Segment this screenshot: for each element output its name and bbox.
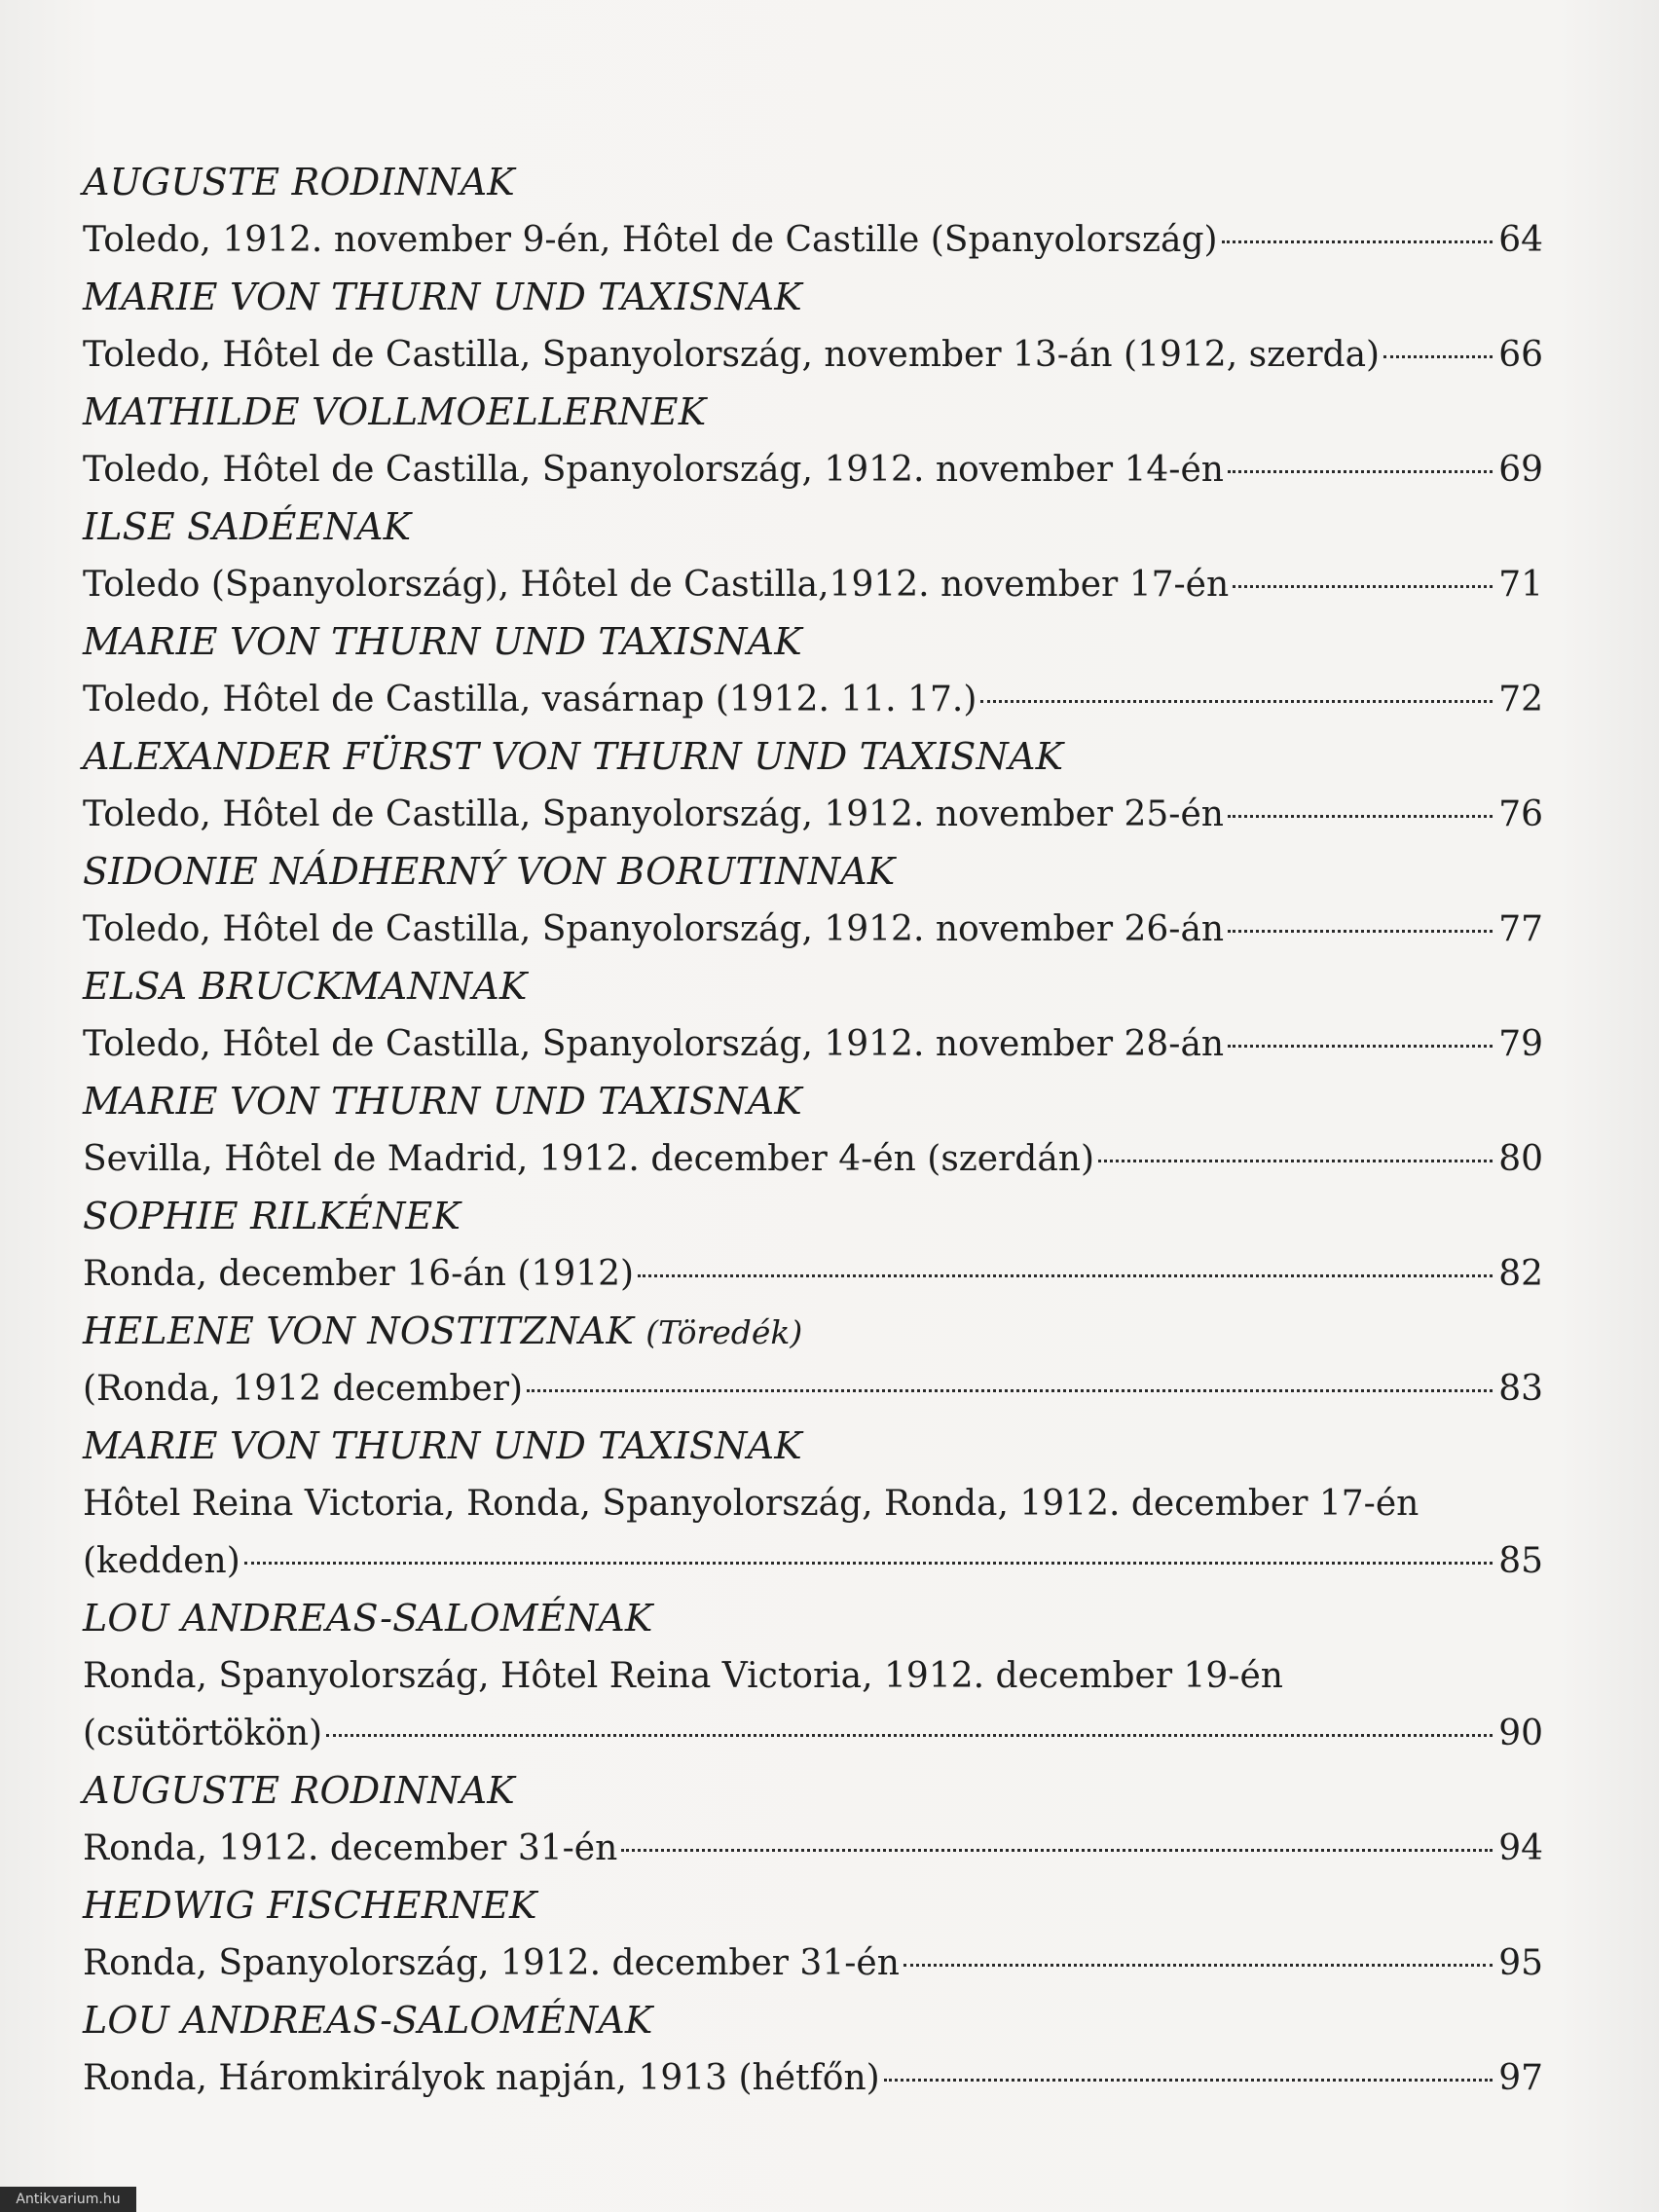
fragment-note: (Töredék) <box>645 1313 803 1351</box>
place-date-continued: (csütörtökön) <box>83 1714 323 1753</box>
toc-entry <box>83 1418 1543 1590</box>
recipient-name-text: HELENE VON NOSTITZNAK <box>83 1309 634 1352</box>
entry-line <box>83 211 1543 269</box>
recipient-name: HEDWIG FISCHERNEK <box>83 1884 537 1927</box>
dot-leader <box>980 700 1493 703</box>
place-date: Ronda, Spanyolország, Hôtel Reina Victoria, 1912. december 19-én <box>83 1656 1283 1696</box>
dot-leader <box>621 1849 1493 1852</box>
toc-entry <box>83 269 1543 384</box>
recipient-name: SOPHIE RILKÉNEK <box>83 1195 461 1237</box>
entry-line <box>83 901 1543 958</box>
recipient-name: MARIE VON THURN UND TAXISNAK <box>83 1424 802 1467</box>
page-number: 79 <box>1498 1024 1543 1064</box>
recipient-name: SIDONIE NÁDHERNÝ VON BORUTINNAK <box>83 850 896 893</box>
toc-entry <box>83 728 1543 843</box>
recipient-name: MARIE VON THURN UND TAXISNAK <box>83 620 802 663</box>
page-number: 72 <box>1498 680 1543 719</box>
dot-leader <box>1222 240 1493 243</box>
page-number: 83 <box>1498 1369 1543 1409</box>
dot-leader <box>1228 815 1493 818</box>
place-date: Toledo, Hôtel de Castilla, Spanyolország, 1912. november 28-án <box>83 1024 1225 1064</box>
page-number: 97 <box>1498 2058 1543 2098</box>
entry-line <box>83 1245 1543 1303</box>
toc-entry <box>83 1992 1543 2107</box>
place-date: Sevilla, Hôtel de Madrid, 1912. december 4-én (szerdán) <box>83 1139 1095 1179</box>
page-number: 69 <box>1498 450 1543 490</box>
recipient-name: AUGUSTE RODINNAK <box>83 1769 515 1812</box>
place-date: Toledo, Hôtel de Castilla, Spanyolország, 1912. november 26-án <box>83 909 1225 949</box>
page-number: 85 <box>1498 1541 1543 1581</box>
dot-leader <box>527 1389 1493 1392</box>
page-number: 80 <box>1498 1139 1543 1179</box>
entry-line-continued <box>83 1705 1543 1762</box>
entry-line <box>83 786 1543 843</box>
entry-line <box>83 1935 1543 1992</box>
place-date: (Ronda, 1912 december) <box>83 1369 524 1409</box>
place-date: Ronda, Háromkirályok napján, 1913 (hétfőn) <box>83 2058 880 2098</box>
dot-leader <box>1098 1160 1493 1162</box>
dot-leader <box>1383 355 1493 358</box>
toc-entry <box>83 613 1543 728</box>
entry-line <box>83 1015 1543 1073</box>
entry-line <box>83 671 1543 728</box>
dot-leader <box>903 1964 1493 1967</box>
dot-leader <box>1233 585 1493 588</box>
page-number: 64 <box>1498 220 1543 260</box>
toc-entry <box>83 1073 1543 1188</box>
dot-leader <box>1228 930 1493 933</box>
entry-line <box>83 2049 1543 2107</box>
place-date-continued: (kedden) <box>83 1541 240 1581</box>
page-number: 82 <box>1498 1254 1543 1294</box>
table-of-contents <box>83 154 1543 2107</box>
dot-leader <box>326 1734 1493 1737</box>
recipient-name: MARIE VON THURN UND TAXISNAK <box>83 1080 802 1123</box>
entry-line <box>83 1130 1543 1188</box>
dot-leader <box>638 1274 1493 1277</box>
entry-line <box>83 1647 1543 1705</box>
recipient-name: ELSA BRUCKMANNAK <box>83 965 528 1008</box>
toc-entry <box>83 1188 1543 1303</box>
page-number: 71 <box>1498 565 1543 605</box>
entry-line <box>83 1360 1543 1418</box>
place-date: Ronda, 1912. december 31-én <box>83 1828 618 1868</box>
recipient-name: AUGUSTE RODINNAK <box>83 161 515 203</box>
toc-entry <box>83 154 1543 269</box>
page-number: 95 <box>1498 1943 1543 1983</box>
page-number: 90 <box>1498 1714 1543 1753</box>
place-date: Ronda, Spanyolország, 1912. december 31-én <box>83 1943 900 1983</box>
entry-line <box>83 1475 1543 1532</box>
place-date: Toledo (Spanyolország), Hôtel de Castilla,1912. november 17-én <box>83 565 1230 605</box>
watermark-label: Antikvarium.hu <box>0 2187 136 2212</box>
dot-leader <box>244 1562 1493 1565</box>
recipient-name: ILSE SADÉENAK <box>83 505 412 548</box>
page-number: 76 <box>1498 794 1543 834</box>
place-date: Toledo, Hôtel de Castilla, Spanyolország, 1912. november 14-én <box>83 450 1224 490</box>
toc-entry <box>83 384 1543 498</box>
entry-line <box>83 1820 1543 1877</box>
entry-line <box>83 326 1543 384</box>
toc-entry <box>83 1590 1543 1762</box>
recipient-name: LOU ANDREAS-SALOMÉNAK <box>83 1597 653 1640</box>
toc-entry <box>83 1762 1543 1877</box>
place-date: Toledo, Hôtel de Castilla, Spanyolország, 1912. november 25-én <box>83 794 1224 834</box>
toc-entry <box>83 498 1543 613</box>
place-date: Toledo, Hôtel de Castilla, vasárnap (1912. 11. 17.) <box>83 680 977 719</box>
toc-entry <box>83 1303 1543 1418</box>
recipient-name: ALEXANDER FÜRST VON THURN UND TAXISNAK <box>83 735 1064 778</box>
dot-leader <box>884 2079 1493 2082</box>
page-number: 66 <box>1498 335 1543 375</box>
page-number: 77 <box>1498 909 1543 949</box>
page-number: 94 <box>1498 1828 1543 1868</box>
dot-leader <box>1228 470 1493 473</box>
entry-line <box>83 556 1543 613</box>
recipient-name: MARIE VON THURN UND TAXISNAK <box>83 276 802 318</box>
toc-entry <box>83 1877 1543 1992</box>
place-date: Ronda, december 16-án (1912) <box>83 1254 635 1294</box>
place-date: Toledo, 1912. november 9-én, Hôtel de Castille (Spanyolország) <box>83 220 1218 260</box>
recipient-name: MATHILDE VOLLMOELLERNEK <box>83 390 707 433</box>
toc-entry <box>83 843 1543 958</box>
recipient-name <box>83 1303 1543 1360</box>
entry-line <box>83 441 1543 498</box>
toc-entry <box>83 958 1543 1073</box>
recipient-name: LOU ANDREAS-SALOMÉNAK <box>83 1999 653 2042</box>
place-date: Toledo, Hôtel de Castilla, Spanyolország, november 13-án (1912, szerda) <box>83 335 1381 375</box>
dot-leader <box>1228 1045 1493 1048</box>
place-date: Hôtel Reina Victoria, Ronda, Spanyolország, Ronda, 1912. december 17-én <box>83 1484 1419 1524</box>
entry-line-continued <box>83 1532 1543 1590</box>
